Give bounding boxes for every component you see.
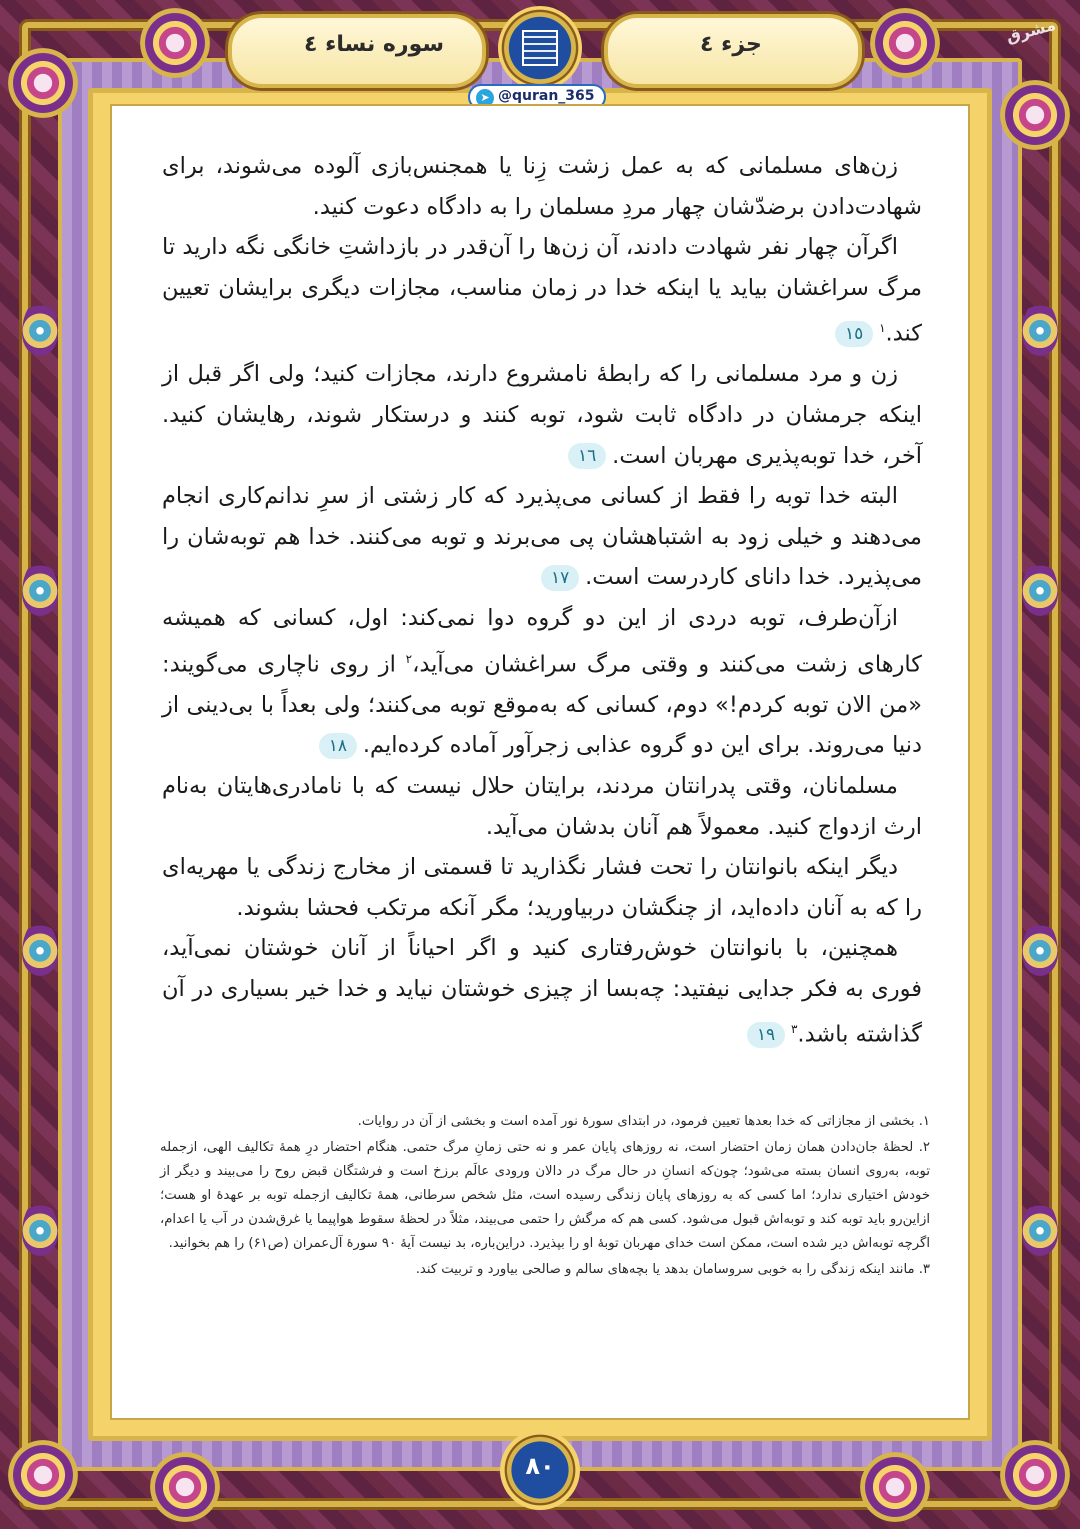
ayah-number-badge: ١٩ [747, 1022, 785, 1048]
paragraph: اگرآن چهار نفر شهادت دادند، آن زن‌ها را آن‌قدر در بازداشتِ خانگی نگه دارید تا مرگ سراغشان بیاید یا اینکه خدا در زمان مناسب، مجازات دیگری برایشان تعیین کند.$^۱$١٥ [162, 234, 922, 347]
ayah-number-badge: ١٥ [835, 321, 873, 347]
medallion-ornament-icon [8, 48, 78, 118]
verse-translation [162, 146, 922, 1056]
page-number-badge [500, 1430, 580, 1510]
paragraph: ازآن‌طرف، توبه دردی از این دو گروه دوا نمی‌کند: اول، کسانی که همیشه کارهای زشت می‌کنند و وقتی مرگ سراغشان می‌آید،$^۲$ از روی ناچاری می‌گویند: «من الان توبه کردم!» دوم، کسانی که به‌موقع توبه می‌کنند؛ ولی بعداً با بی‌دینی از دنیا می‌روند. برای این دو گروه عذابی زجرآور آماده کرده‌ایم.١٨ [162, 605, 922, 759]
paragraph: مسلمانان، وقتی پدرانتان مردند، برایتان حلال نیست که با نامادری‌هایتان به‌نام ارث ازدواج کنید. معمولاً هم آنان بدشان می‌آید. [162, 772, 922, 840]
paragraph: همچنین، با بانوانتان خوش‌رفتاری کنید و اگر احیاناً از آنان خوشتان نمی‌آید، فوری به فکر جدایی نیفتید: چه‌بسا از چیزی خوشتان نیاید و خدا خیر بسیاری در آن گذاشته باشد.$^۳$١٩ [162, 935, 922, 1048]
ayah-number-badge: ١٦ [568, 443, 606, 469]
footnote: ۲. لحظهٔ جان‌دادن همان زمان احتضار است، نه روزهای پایان عمر و نه حتی زمانِ مرگ حتمی. هنگام احتضار درِ همهٔ تکالیف الهی، ازجمله توبه، به‌روی انسان بسته می‌شود؛ چون‌که انسانِ در حال مرگ در دالان ورودی عالَم برزخ است و فرشتگان قبض روح را می‌بیند و دیگر از خودش اختیاری ندارد؛ اما کسی که به روزهای پایان زندگی رسیده است، مثل شخص سرطانی، همهٔ تکالیف ازجمله توبه بر عهدهٔ او هست؛ ازاین‌رو باید توبه کند و توبه‌اش قبول می‌شود. کسی هم که مرگش را حتمی می‌بیند، مثلاً در لحظهٔ سقوط هواپیما یا غرق‌شدن در آب یا اعدام، اگرچه توبه‌اش دیر شده است، ممکن است خدای مهربان توبهٔ او را بپذیرد. دراین‌باره، بد نیست آیهٔ ۹۰ سورهٔ آل‌عمران (ص۶۱) را هم بخوانید. [160, 1140, 930, 1251]
footnote: ۳. مانند اینکه زندگی را به خوبی سروسامان بدهد یا بچه‌های سالم و صالحی بیاورد و تربیت کند. [415, 1262, 930, 1277]
medallion-ornament-icon [150, 1452, 220, 1522]
medallion-ornament-icon [8, 1440, 78, 1510]
footnote: ۱. بخشی از مجازاتی که خدا بعدها تعیین فرمود، در ابتدای سورهٔ نور آمده است و بخشی از آن در روایات. [357, 1114, 930, 1129]
footnote-ref[interactable]: ۳ [790, 1022, 798, 1037]
medallion-ornament-icon [140, 8, 210, 78]
paragraph: زن و مرد مسلمانی را که رابطهٔ نامشروع دارند، مجازات کنید؛ ولی اگر قبل از اینکه جرمشان در دادگاه ثابت شود، توبه کنند و درستکار شوند، رهایشان کنید. آخر، خدا توبه‌پذیری مهربان است.١٦ [162, 361, 922, 469]
watermark-logo: مشرق [1003, 14, 1058, 47]
footnote-ref[interactable]: ۲ [405, 651, 413, 666]
surah-cartouche [228, 14, 486, 88]
medallion-ornament-icon [1000, 1440, 1070, 1510]
paragraph: دیگر اینکه بانوانتان را تحت فشار نگذارید تا قسمتی از مخارج زندگی یا مهریه‌ای را که به آنان داده‌اید، از چنگشان دربیاورید؛ مگر آنکه مرتکب فحشا بشوند. [162, 854, 922, 921]
channel-handle: @quran_365 [498, 88, 595, 104]
page-number: ٨٠ [525, 1452, 555, 1480]
telegram-icon: ➤ [476, 89, 494, 107]
ayah-number-badge: ١٧ [541, 565, 579, 591]
footnote-ref[interactable]: ۱ [879, 321, 886, 336]
surah-label: سوره نساء ٤ [304, 32, 444, 57]
medallion-ornament-icon [870, 8, 940, 78]
medallion-ornament-icon [860, 1452, 930, 1522]
quran-emblem-icon [498, 6, 582, 90]
paragraph: زن‌های مسلمانی که به عمل زشت زِنا یا همجنس‌بازی آلوده می‌شوند، برای شهادت‌دادن برضدّشان چهار مردِ مسلمان را به دادگاه دعوت کنید. [162, 153, 922, 220]
text-panel [110, 104, 970, 1420]
paragraph: البته خدا توبه را فقط از کسانی می‌پذیرد که کار زشتی از سرِ ندانم‌کاری انجام می‌دهند و خیلی زود به اشتباهشان پی می‌برند و توبه می‌کنند. خدا هم توبه‌شان را می‌پذیرد. خدا دانای کاردرست است.١٧ [162, 483, 922, 591]
medallion-ornament-icon [1000, 80, 1070, 150]
ayah-number-badge: ١٨ [319, 733, 357, 759]
juz-label: جزء ٤ [700, 32, 762, 57]
footnotes [160, 1110, 930, 1284]
juz-cartouche [604, 14, 862, 88]
